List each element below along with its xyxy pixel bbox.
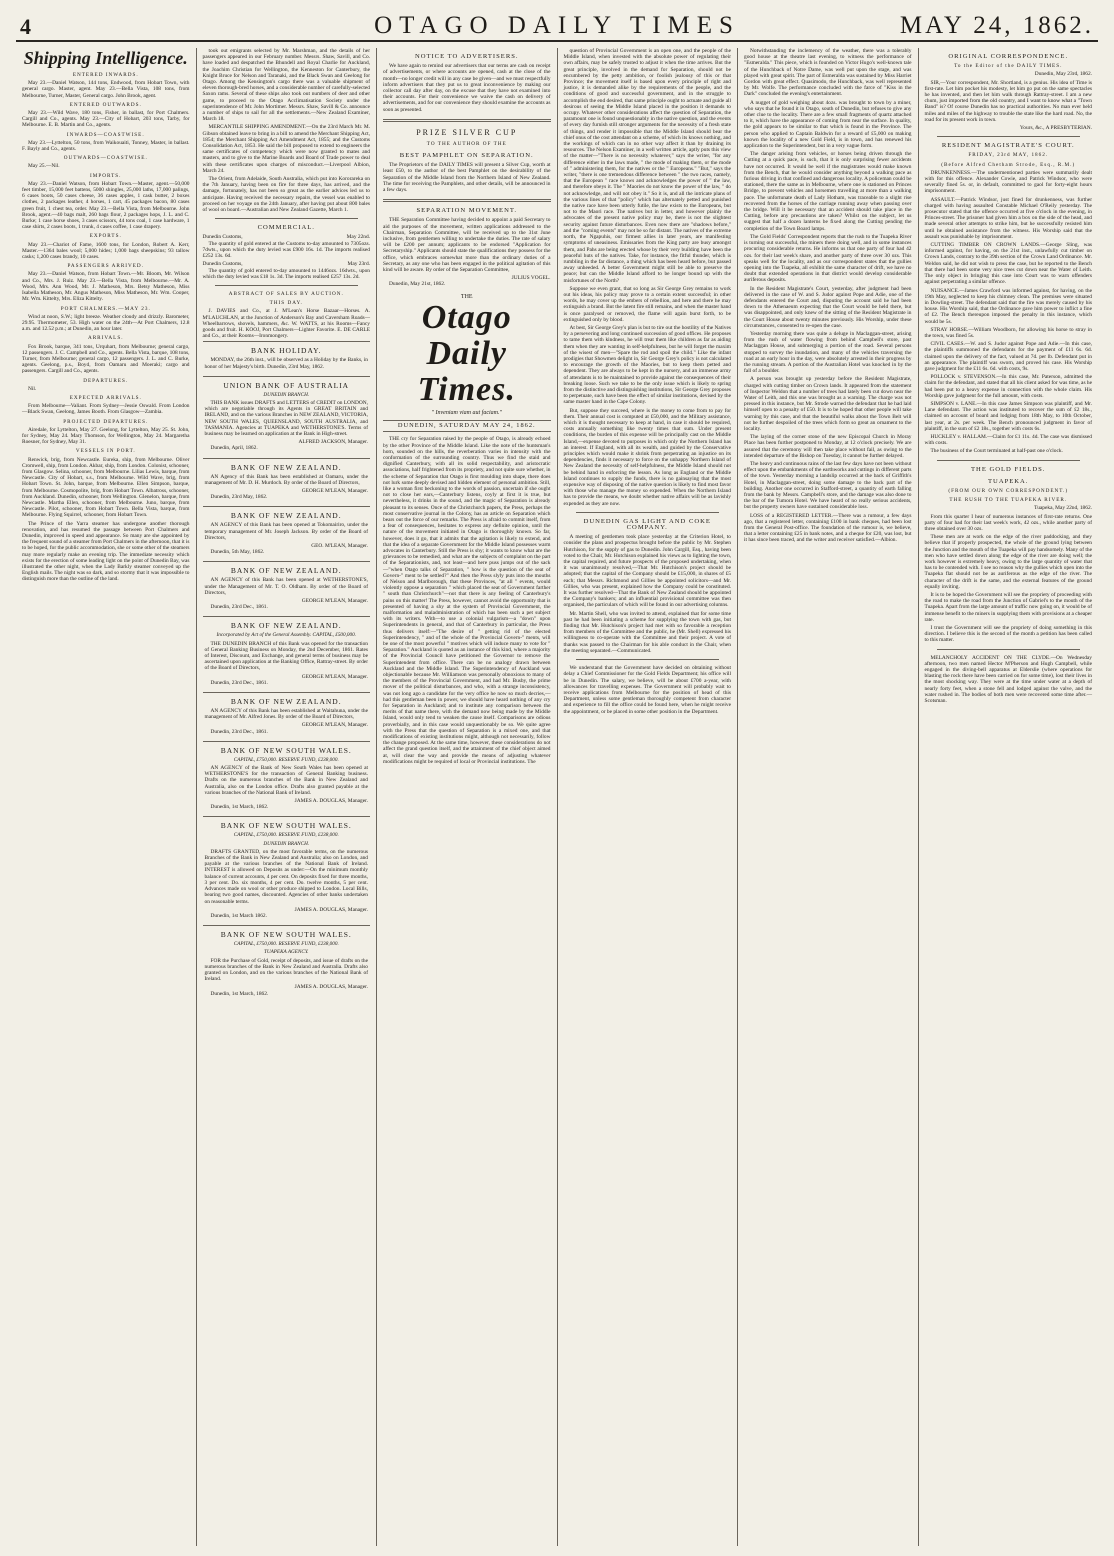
separation-heading: SEPARATION MOVEMENT.	[416, 207, 518, 215]
divider	[215, 285, 359, 286]
ad-heading: BANK OF NEW ZEALAND.	[230, 511, 342, 521]
ad-body: MONDAY, the 26th inst., will be observed as a Holiday by the Banks, in honor of her Majesty's birth. Dunedin, 23rd May, 1862.	[204, 357, 368, 370]
ad-heading: BANK HOLIDAY.	[250, 346, 322, 356]
paragraph: took out emigrants selected by Mr. Marshman, and the details of her passengers appeared in our February number. Messrs. Shaw, Savill, and Co. have loaded and despatched the Bhundell and Royal Charlie for Auckland, the Joachim Christian for Wellington, the Kenneston for Canterbury, the Knight Bruce for Nelson and Taranaki, and the Black Swan and Geelong for Otago. Among the Kensington's cargo there was a valuable shipment of eleven thorough-bred horses, and a considerable number of carefully-selected Saxon rams. Several of these ships also took out numbers of deer and other game, to proceed to the Otago Acclimatisation Society under the superintendence of Mr. John Mortimer. Messrs. Shaw, Savill & Co. announce a number of ships to sail for all the settlements.—New Zealand Examiner, March 18.	[202, 48, 370, 123]
ad-heading: BANK OF NEW ZEALAND.	[230, 697, 342, 707]
subhead: ENTERED OUTWARDS.	[69, 101, 142, 108]
advertisement	[203, 376, 371, 458]
court-heading: RESIDENT MAGISTRATE'S COURT.	[941, 142, 1075, 150]
ad-subheading: TUAPEKA AGENCY.	[263, 949, 309, 956]
customs-label: Dunedin Customs,	[202, 261, 243, 268]
paragraph: We have again to remind our advertisers that our terms are cash on receipt of advertisements, or where accounts are opened, cash at the close of the month—no longer credit will in any case be given—and we must respectfully inform advertisers that they put us to great inconvenience by making our collector call day after day, on the excuse that they have not examined into their accounts. For their convenience we waive the cash on delivery of advertisements, and for our convenience they should examine the accounts as soon as presented.	[383, 63, 551, 113]
paragraph: But, suppose they succeed, where is the money to come from to pay for them. Their annual cost is computed at £50,000, and the Military assistance, which it is thought necessary to keep at hand, in case it should be required, costs annually something like twenty times that sum. Under present conditions, the burden of this expense will be principally cast on the Middle Island,—expense devoted to purposes in which only the Northern Island has an interest. If England, with all its wealth, and guided by the Conservative principles which would make it shrink from perpetrating an injustice on its dependencies, finds it necessary to force on the unhappy Northern Island of New Zealand the necessity of self-helpfulness, the Middle Island should not be behind hand in enforcing the lesson. As long as England or the Middle Island continues to supply the funds, there is no gainsaying that the most expensive way of disposing of the native question is likely to find most favor with those who manage the money so expended. When the Northern Island has to provide the means, we doubt whether native affairs will be as lavishly expended as they are now.	[563, 407, 731, 507]
ad-signature: GEORGE M'LEAN, Manager.	[301, 598, 368, 604]
subhead: OUTWARDS—COASTWISE.	[63, 155, 148, 162]
paragraph: HUCKLEY v. HALLAM.—Claim for £1 11s. 4d. The case was dismissed with costs.	[924, 433, 1092, 447]
ad-body: AN Agency of this Bank has been established at Oamaru, under the management of Mr. D. H. Murdoch. By order of the Board of Directors,	[204, 473, 368, 486]
gas-heading: DUNEDIN GAS LIGHT AND COKE COMPANY.	[583, 517, 711, 532]
ad-date: Dunedin, April, 1862.	[210, 445, 258, 452]
ad-signature: GEORGE M'LEAN, Manager.	[301, 673, 368, 680]
ad-subheading: DUNEDIN BRANCH.	[263, 840, 310, 847]
paragraph: The Prince of the Yarra steamer has undergone another thorough renovation, and has resumed the passage between Port Chalmers and Dunedin, improved in speed and appearance. So many are she appointed by the frequent sound of a steamer from Port Chalmers in the afternoon, that it is to be hoped, for the public accommodation, she or some other of the steamers may more regularly make an evening trip. The immediate necessity which exists for the erection of some leading light on the point of Dunedin Bay, was illustrated the other night, when the Lady Barkly steamer conveyed up the English mails. The night was so dark, and so stormy that it was impossible to distinguish more than the outline of the land.	[22, 520, 190, 583]
divider	[576, 512, 720, 513]
paragraph: The quantity of gold entered to-day amounted to 1446ozs. 16dwts., upon which the duty levied was £18 1s. 3d. The imports realised £257 13s. 2d.	[202, 267, 370, 280]
ad-date: Dunedin, 1st March 1862.	[210, 912, 267, 919]
paragraph: From this quarter I hear of numerous instances of first-rate returns. One party of four had for their last week's work, 42 ozs., while another party of three obtained over 30 ozs.	[924, 513, 1092, 532]
paragraph: At best, Sir George Grey's plan is but to tire out the hostility of the Natives by a persevering and long continued succession of good offices. He proposes to tame them with kindness, he will treat them like children as far as aiding them when they are wanting in self-helpfulness, but he will forget the maxim of the wisest of men—"Spare the rod and spoil the child." Like the infant prodigies that Showmen delight in, Sir George Grey's policy is not calculated to encourage the growth of the Maories, but to keep them petted and dependent. They are always to be kept in the nursery, and an immense army of attendants is to be maintained to provide against the consequences of their breaking loose. Such we take to be the only issue which is likely to spring from the distinctive and distinguishing institutions, Sir George Grey proposes to perpetuate, such have been the effect of similar institutions, devised by the same master hand in the Cape Colony.	[563, 324, 731, 406]
divider	[383, 199, 551, 202]
ad-body: AN AGENCY of this Bank has been opened at WETHERSTONE'S, under the Management of Mr. T. O. Oldham. By order of the Board of Directors,	[204, 577, 368, 596]
paragraph: CIVIL CASES.—W. and S. Judor against Pope and Adie.—In this case, the plaintiffs summoned the defendants for the payment of £11 6s. 6d. claimed upon the delivery of the fact, valued at 7d. per lb. Defendant put in an appearance. The plaintiff was sworn, and proved his case. His Worship gave judgment for the £11 6s. 6d. with costs, 9s.	[924, 341, 1092, 372]
column-leader	[377, 48, 558, 1546]
column-court-goldfields	[919, 48, 1099, 1546]
paragraph: From Melbourne—Valiant. From Sydney—Jessie Oswald. From London—Black Swan, Geelong, James Booth. From Glasgow—Zambia.	[22, 403, 190, 416]
advertisement	[203, 741, 371, 817]
paragraph: Airedale, for Lyttelton, May 27. Geelong, for Lyttelton, May 25. St. John, for Sydney, May 24. Mary Thomson, for Wellington, May 24. Margaretha Roesner, for Sydney, May 31.	[22, 426, 190, 446]
paragraph: SIR,—Your correspondent, Mr. Shortland, is a genius. His idea of Time is first-rate. Let him pocket his modesty, let him go put on the same spectacles he has invented, and then let him walk through Rattray-street. I am a new chum, just imported from the old country, and I want to know what a "Town Band" is? Of course Dunedin has no practical authorities. No man ever held miles and miles of the highway to trouble the state like the hard road. No, the road for its present work in town.	[924, 79, 1092, 123]
column-local-news	[738, 48, 919, 1546]
paragraph: A nugget of gold weighing about 4ozs. was brought to town by a miner, who says that he found it in Otago, south of Dunedin, but refuses to give any other clue to the locality. There are a few small fragments of quartz attached to it, which have the appearance of coming from near the surface. In quality, the gold appears to be similar to that which is found in the Province. The person who applied to Captain Baldwin for a reward of £5,000 on making known the locality of a new Gold Field, is in town, and has renewed his application to the Superintendent, but in a very vague form.	[744, 99, 912, 150]
subhead: EXPORTS.	[89, 233, 122, 240]
subhead: INWARDS—COASTWISE.	[66, 131, 145, 138]
ad-heading: BANK OF NEW ZEALAND.	[230, 566, 342, 576]
paragraph: MERCANTILE SHIPPING AMENDMENT.—On the 23rd March Mr. M. Gibson obtained leave to bring in a bill to amend the Merchant Shipping Act, 1854; the Merchant Shipping Act Amendment Act, 1855; and the Customs Consolidation Act, 1853. He said the bill proposed to extend to engineers the same certificates of competency which were now granted to mates and masters, and to give to the Marine Boards and Board of Trade power to deal with these certificates upon charges of misconduct.—Liverpool Albion, March 24.	[202, 124, 370, 174]
issue-date: MAY 24, 1862.	[899, 12, 1094, 39]
ad-date: Dunedin, 1st March, 1862.	[210, 990, 269, 997]
ad-date: Dunedin, 23rd May, 1862.	[210, 494, 268, 501]
ad-heading: UNION BANK OF AUSTRALIA	[223, 380, 350, 390]
paragraph: The Gold Fields' Correspondent reports that the rush to the Tuapeka River is turning out successful, the miners there doing well, and in some instances procuring considerable returns. He informs us that one party of four had 42 ozs. for their last week's share, and another party of three over 30 ozs. This speaks well for the locality, and as our correspondent states that the gullies opening into the Tuapeka, all exhibit the same character of drift, we have no doubt that extended operations in that district would develop considerable auriferous deposits.	[744, 233, 912, 284]
divider	[937, 136, 1081, 137]
ad-heading: BANK OF NEW SOUTH WALES.	[220, 821, 352, 831]
sales-subheading: THIS DAY.	[269, 300, 303, 307]
subhead: PASSENGERS ARRIVED.	[67, 263, 144, 270]
paragraph: POLLOCK v. STEVENSON.—In this case, Mr. Paterson, admitted the claim for the defendant, and stated that all his client asked for was time, as he had been put to a heavy expense in connection with the whole claim. His Worship gave judgment for the full amount, with costs.	[924, 374, 1092, 399]
dateline: Dunedin, May 21st, 1862.	[389, 281, 446, 288]
goldfields-subheading: TUAPEKA.	[988, 477, 1029, 485]
nameplate-pre: THE	[460, 293, 473, 300]
ad-date: Dunedin, 1st March, 1862.	[210, 804, 269, 811]
paragraph: LOSS of a REGISTERED LETTER.—There was a rumour, a few days ago, that a registered letter, containing £100 in bank cheques, had been lost from the General Post-office. The foundation of the rumour is, we believe, that a letter containing £25 in bank notes, and a cheque for £20, was lost, but it has since been traced, and the writer and receiver satisfied.—Albion.	[744, 512, 912, 544]
signature: JULIUS VOGEL.	[511, 275, 551, 282]
paragraph: The business of the Court terminated at half-past one o'clock.	[930, 448, 1063, 455]
masthead	[16, 12, 1098, 42]
divider	[937, 460, 1081, 461]
paragraph: Wind at noon, S.W.; light breeze. Weather cloudy and drizzly. Barometer, 29.95. Thermometer, 53. High water on the 24th—At Port Chalmers, 12.8 a.m. and 12.52 p.m.; at Dunedin, an hour later.	[22, 313, 190, 333]
paragraph: The Proprietors of the DAILY TIMES will present a Silver Cup, worth at least £50, to the author of the best Pamphlet on the desirability of the Separation of the Middle Island from the Northern Island of New Zealand. The time for receiving the Pamphlets, and other details, will be announced in a few days.	[383, 162, 551, 194]
paragraph: We understand that the Government have decided on obtaining without delay a Chief Commissioner for the Gold Fields Department; his office will be in Dunedin. The salary, we believe, will be about £700 a-year, with allowances for travelling expenses. The Government will probably wait to receive applications from Melbourne for the position of head of this Department, unless some gentleman thoroughly competent from character and experience to fill the office could be found here, when he might receive the appointment, or be placed in some other position in the Department.	[563, 665, 731, 715]
paragraph: Notwithstanding the inclemency of the weather, there was a tolerably good house at the theatre last evening, to witness the performance of "Esmeralda." This piece, which is founded on Victor Hugo's well-known tale of the Hunchback of Notre Dame, was well put upon the stage, and was played with great spirit. The part of Esmeralda was sustained by Miss Harriet Gordon with great effect. Quasimodo, the Hunchback, was well represented by Mr. Wolfe. The performance concluded with the farce of "Kiss in the Dark" concluded the evening's entertainment.	[744, 48, 912, 98]
paper-title: OTAGO DAILY TIMES	[374, 12, 740, 39]
ad-signature: JAMES A. DOUGLAS, Manager.	[294, 906, 368, 913]
ad-signature: GEO. M'LEAN, Manager.	[311, 542, 368, 549]
paragraph: CUTTING TIMBER ON CROWN LANDS.—George Sling, was informed against, for having, on the 21st inst., unlawfully cut timber on Crown Lands, contrary to the 39th section of the Crown Land Ordinance. Mr. Weldon said, he did not wish to press the case, but he reported to the Bench that there had been some very nice trees cut down near the Water of Leith. The only object in bringing this case into Court was to warn offenders against perpetrating a similar offence.	[924, 242, 1092, 286]
paragraph: These men are at work on the edge of the river paddocking, and they believe that if properly prospected, the whole of the ground lying between the Junction and the mouth of the Tuapeka will pay handsomely. Many of the men who have settled down along the edge of the river are doing well; the work however is extremely heavy, owing to the large quantity of water that has to be contended with. I see no reason why the gullies which open into the Tuapeka flat should not be as auriferous as the edge of the river. The character of the drift is the same, and the external features of the ground equally inviting.	[924, 534, 1092, 590]
paragraph: I trust the Government will see the propriety of doing something in this direction. I believe this is the second of the month a petition has been called to this matter.	[924, 625, 1092, 644]
paragraph: The Orient, from Adelaide, South Australia, which put into Kororareka on the 7th January, having been on fire for three days, has arrived, and the damage, fortunately, has not been so great as the earlier advices led us to anticipate. Having received the necessary repairs, the vessel was enabled to proceed on her voyage on the 24th January, after having put about 800 bales of wool on board.—Australian and New Zealand Gazette, March 1.	[202, 176, 370, 214]
ad-heading: BANK OF NEW SOUTH WALES.	[220, 930, 352, 940]
paragraph: The heavy and continuous rains of the last few days have not been without effect upon the embankments of the earthworks and cuttings in different parts of the town. Yesterday morning a landslip occurred at the back of Griffith's Hotel, in Maclaggan-street, doing some damage to the back part of the building. Another one occurred in Stafford-street, a quantity of earth falling from the bank by Messrs. Campbell's store, and the damage was also done to the bar of the Tumora Hotel. We have heard of no really serious accidents, but the property owners have sustained considerable loss.	[744, 461, 912, 511]
ad-body: AN AGENCY of this Bank has been opened at Tokomairiro, under the temporary management of Mr. Joseph Jackson. By order of the Board of Directors,	[204, 522, 368, 541]
paragraph: May 23.—Daniel Watson, 144 tons, Endwood, from Hobart Town, with general cargo. Master, agent. May 23.—Bella Vista, 108 tons, from Melbourne, Turner, Master, General cargo. John Brook, agent.	[22, 80, 190, 99]
paragraph: Yesterday morning there was quite a deluge in Maclaggan-street, arising from the rush of water flowing from behind Campbell's store, past Maclaggan House, and submerging a portion of the road. Several persons stopped to survey the inundation, and many of the vehicles traversing the road at an early hour in the day, were absolutely arrested in their progress by the running stream. A portion of the Australian Hotel was knocked in by the fall of a boulder.	[744, 330, 912, 375]
ad-signature: GEORGE M'LEAN, Manager.	[301, 487, 368, 494]
paragraph: Fox Brook, barque, 341 tons, Urquhart, from Melbourne; general cargo, 12 passengers. J. C. Campbell and Co., agents. Bella Vista, barque, 108 tons, Turner, from Melbourne; general cargo, 12 passengers. J. L. and C. Burke, agents. Geelong, p.s., Boyd, from Oamaru and Moeraki; cargo and passengers. Cargill and Co., agents.	[22, 343, 190, 375]
paragraph: May 25.—Nil.	[28, 163, 60, 170]
subhead: VESSELS IN PORT.	[75, 448, 136, 455]
dateline: Dunedin, May 23rd, 1862.	[1034, 71, 1092, 78]
subhead: ARRIVALS.	[87, 335, 124, 342]
ad-signature: GEORGE M'LEAN, Manager.	[301, 722, 368, 729]
subhead: ENTERED INWARDS.	[72, 72, 139, 78]
dateline: Tuapeka, May 22nd, 1862.	[1034, 505, 1092, 512]
paragraph: The laying of the corner stone of the new Episcopal Church in Moray Place has been further postponed to Monday, at 12 o'clock precisely. We are assured that the ceremony will then take place without fail, as owing to the intended departure of the Bishop on Tuesday, it cannot be further delayed.	[744, 434, 912, 459]
customs-date: May 23rd.	[347, 261, 370, 268]
paragraph: THE Separation Committee having decided to appoint a paid Secretary to aid the purposes of the movement, written applications addressed to the Chairman, Separation Committee, will be received up to the 31st June inclusive, from gentlemen willing to undertake the duties. The rate of salary will be £200 per annum; applicants to be endorsed "Application for Secretaryship." Applicants should state the qualifications they possess for the office, which embraces somewhat more than the ordinary duties of a Secretary, as any one who has been engaged in the political agitation of this kind will be aware. By order of the Separation Committee,	[383, 217, 551, 274]
column-commercial	[197, 48, 378, 1546]
divider	[383, 119, 551, 122]
correspondence-subheading: To the Editor of the DAILY TIMES.	[954, 63, 1063, 70]
ad-signature: JAMES A. DOUGLAS, Manager.	[294, 798, 368, 805]
motto: " Inveniam viam aut faciam."	[431, 409, 503, 416]
ad-subheading: CAPITAL, £750,000. RESERVE FUND, £238,000.	[233, 832, 339, 839]
advertisement	[203, 341, 371, 375]
ad-body: THIS BANK issues DRAFTS and LETTERS of CREDIT on LONDON, which are negotiable through its Agents in GREAT BRITAIN and IRELAND, and on the various Branches in NEW ZEALAND, VICTORIA, NEW SOUTH WALES, QUEENSLAND, SOUTH AUSTRALIA, and TASMANIA. Agencies at TUAPEKA and WETHERSTONE'S. Terms of business may be learned on application at the Bank in High-street.	[204, 399, 368, 437]
advertisement	[203, 458, 371, 507]
columns	[16, 48, 1098, 1546]
ad-date: Dunedin, 5th May, 1862.	[210, 549, 265, 556]
ad-body: THE DUNEDIN BRANCH of this Bank was opened for the transaction of General Banking Business on Monday, the 2nd December, 1861. Rates of Interest, Discount, and Exchange, and general terms of business may be ascertained upon application at the Banking Office, Rattray-street. By order of the Board of Directors,	[204, 640, 368, 672]
paragraph: Mr. Martin Shell, who was invited to attend, explained that for some time past he had been initiating a scheme for supplying the town with gas, but finding that Mr. Hutchison's project had met with so favorable a reception from members of the Committee and the public, he (Mr. Shell) expressed his willingness to co-operate with the Committee and their project. A vote of thanks was passed to the Chairman for his able conduct in the Chair, when the meeting separated.—Communicated.	[563, 610, 731, 654]
nameplate-title: Otago Daily Times.	[417, 298, 516, 408]
paragraph: May 23.—Daniel Watson, from Hobart Town.—Mr. Bloom, Mr. Wilson and Co., Mrs. J. Ruiz. May 23.—Bella Vista, from Melbourne.—Mr. A. Wood, Mrs. Ann Wood, Mr. J. Matheson, Mrs. Betsy Matheson, Miss Isabella Matheson, Mr. Angus Matheson, Miss Matheson, Mr. Wm. Cooper, Mr. Wm. Kittelty, Mrs. Eliza Kittelty.	[22, 271, 190, 303]
advertisement	[203, 692, 371, 741]
paragraph: question of Provincial Government is an open one, and the people of the Middle Island, when invested with the absolute power of regulating their own affairs, may be safely trusted to adjust it when the time arrives. But the great principle, involved in the demand for Separation, should not be encumbered by the petty ambition, or foolish jealousy of this or that Province; the movement itself is based upon every principle of right and justice, it is demanded alike by the requirements of the people, and the conditions of good and successful government, and in the struggle to accomplish the end desired, that same principle ought to actuate and guide all desirous of seeing the Middle Island placed in the position it demands to occupy. Whatever other considerations affect the question of Separation, the paramount one is found unquestionably in the native question, and the events of every day furnish still stronger arguments for the necessity of a fresh state of things, and render it impossible that the Middle Island should bear the chief onus of the cost attendant on a scheme, of which its knows nothing, and the workings of which can in no other way affect it than by draining its resources. The Nelson Examiner, in a well written article, aptly puts this view of the matter—"There is no necessity whatever," says the writer, "for any difference either in the laws made, " the mode of making them, or the mode of " administering them, for the natives or the " Europeans." "But," says the writer, "there is one tremendous difference between " the two races, namely, that the European " race knows and acknowledges the power of " the law, and therefore obeys it. The " Maories do not know the power of the law, " do not acknowledge, and will not obey it." So it is, and all the intricate plans of the various lines of that "policy" which has alternately petted and punished the native race have been utterly futile, the law exists to the Europeans, but not to the Maori race. The natives but in letter, and however plainly the advocates of the present native policy may be, there is not the slightest security against future disturbances. Even now there are "shadows before," and the "coming events" may not be so far distant. The natives of the extreme north, the Ngapuhis, our firmest allies in later years, are manifesting symptoms of uneasiness. Emissaries from the King party are busy amongst them, and Pahs are being erected whose by their very building have been the peaceful huts of the natives. Take, for instance, the fitful thunder, which is rumbling in the far distance, a thing which has been heard before, but passed away unheeded. A better Government might still be able to preserve the peace; but can the Middle Island afford to be longer bound up with the misfortunes of the North?	[563, 48, 731, 284]
paragraph: May 23.—Daniel Watson, from Hobart Town.—Master, agent.—50,000 feet timber, 15,000 feet battens, 5000 shingles, 25,000 laths, 17,000 palings, 6 cases boots, 50 cases cheese, 36 cases apples, 1 cask butter, 2 boxes clothes, 2 packages leather, 4 horses, 1 cart, 45 packages bacon, 80 cases green fruit, 1 chest tea, order. May 23.—Bella Vista, from Melbourne. John Brook, agent.—40 bags malt, 260 bags flour, 2 packages hops, J. L. and C. Burke; 1 case horse shoes, 3 cases scissors, 44 tons coal, 1 case hardware, 1 case shirts, 2 cases boots, 1 trunk, 4 cases coffee, 1 case drapery.	[22, 180, 190, 231]
column-leader-continued	[558, 48, 739, 1546]
paragraph: The danger arising from vehicles, or horses being driven through the Cutting at a quick pace, is such, that it is only surprising fewer accidents have not occurred. It would be well if the magistrates would make known from the Bench, that he would consider anything beyond a walking pace as furious driving in that confined and dangerous locality. A policeman could be stationed, there the same as in Melbourne, where one is stationed on Princes Bridge, to prevent vehicles and horsemen travelling at more than a walking pace. The unfortunate death of Lady Hotham, was traceable to a slight rise recovered from the horses of the carriage running away when passing over the bridge. Will it be necessary that an accident should take place in the Cutting, before any precautions are taken? Whilst on the subject, let us suggest that half a dozen lanterns be fixed along the Cutting pending the completion of the Town Board lamps.	[744, 151, 912, 232]
signature: Yours, &c., A PRESBYTERIAN.	[1019, 125, 1092, 132]
customs-date: May 22nd.	[346, 234, 370, 241]
issue-dateline: DUNEDIN, SATURDAY MAY 24, 1862.	[383, 420, 551, 432]
ad-subheading: Incorporated by Act of the General Assembly. CAPITAL, £500,000.	[216, 632, 356, 639]
paragraph: SIMPSON v. LANE.—In this case James Simpson was plaintiff, and Mr. Lane defendant. The action was instituted to recover the sum of £2 18s., claimed on account of board and lodging from 18th May, to 10th October, last year, at 2s. per week. The Bench pronounced judgment in favor of plaintiff, in the sum of £2 18s., together with costs 6s.	[924, 400, 1092, 432]
paragraph: In the Resident Magistrate's Court, yesterday, after judgment had been delivered in the case of W. and S. Judor against Pope and Adie, one of the defendants entered the Court and, disputing the account said he had been down to the Athenaeum expecting that the Court would be held there, but was disappointed, and only knew of the sitting of the Resident Magistrate in the Court House about twenty minutes previously. His Worship, under these circumstances, consented to re-open the case.	[744, 285, 912, 329]
paragraph: J. DAVIES and Co., at J. M'Lean's Horse Bazaar—Horses. A. M'LAUCHLAN, at the Junction of Anderson's Bay and Caversham Roads—Wheelbarrows, shovels, hammers, &c. W. WATTS, at his Rooms—Fancy goods and fruit. H. KOOJ, Port Chalmers—Lighter Favorite. E. DE CARLE and Co., at their Rooms—Ironmongery.	[202, 308, 370, 340]
paragraph: DRUNKENNESS.—The undermentioned parties were summarily dealt with for this offence. Alexander Cowie, and Patrick Windsor, who were severally fined 5s. or, in default, committed to gaol for forty-eight hours imprisonment.	[924, 169, 1092, 195]
customs-label: Dunedin Customs,	[202, 234, 243, 241]
ad-date: Dunedin, 23rd Dec., 1861.	[210, 728, 268, 735]
notice-heading: NOTICE TO ADVERTISERS.	[414, 53, 519, 60]
divider	[576, 659, 720, 660]
advertisement	[203, 925, 371, 1003]
paragraph: ASSAULT.—Patrick Windsor, just fined for drunkenness, was further charged with having assaulted Constable Michael O'Reily yesterday. The prosecutor stated that the offence occurred at five o'clock in the evening, in Princes-street. The prisoner had given him a box on the side of the head, and made several other attempts to strike him, but he successfully resisted him until he obtained assistance from the witness. His Worship said that the assault was punishable by imprisonment.	[924, 196, 1092, 240]
subhead: EXPECTED ARRIVALS.	[69, 394, 142, 401]
prize-subheading: TO THE AUTHOR OF THE	[426, 140, 507, 147]
page-number: 4	[20, 14, 31, 39]
paragraph: May 23.—Lyttelton, 50 tons, from Waikouaiti, Tonney, Master, in ballast. F. Bayly and Co., agents.	[22, 139, 190, 153]
ad-date: Dunedin, 23rd Dec., 1861.	[210, 679, 268, 686]
goldfields-heading: THE GOLD FIELDS.	[971, 465, 1046, 473]
ad-body: FOR the Purchase of Gold, receipt of deposits, and issue of drafts on the numerous branches of the Bank in New Zealand and Australia. Drafts also granted on London, and on the various branches of the National Bank of Ireland.	[204, 957, 368, 983]
paragraph: Renwick, brig, from Newcastle. Eureka, ship, from Melbourne. Oliver Cromwell, ship, from London. Akbar, ship, from London. Colonist, schooner, from Glasgow. Selina, schooner, from Melbourne. Lilias Lewis, barque, from Newcastle. City of Hobart, s.s., from Melbourne. Wild Wave, brig, from Hobart Town. St. John, barque, from Melbourne. Ellen Simpson, barque, from Melbourne. Cosmopolite, brig, from Hobart Town. Albatross, schooner, from Auckland. Dunedin, schooner, from Wellington. Glenelon, barque, from Newcastle. Martha Ellen, schooner, from Melbourne. Juno, barque, from Newcastle. Pilot, schooner, from Hobart Town. Bella Vista, barque, from Melbourne. Flying Squirrel, schooner, from Hobart Town.	[22, 456, 190, 519]
divider	[937, 649, 1081, 650]
advertisement	[203, 616, 371, 692]
ad-body: AN AGENCY of this Bank has been established at Waitahuna, under the management of Mr. Alfred Jones. By order of the Board of Directors,	[204, 708, 368, 721]
goldfields-subheading-2: THE RUSH TO THE TUAPEKA RIVER.	[949, 497, 1068, 504]
subhead: DEPARTURES.	[83, 377, 129, 384]
paragraph: The quantity of gold entered at the Customs to-day amounted to 7305ozs. 7dwts., upon which the duty levied was £900 16s. 1d. The imports realised £252 13s. 6d.	[202, 240, 370, 260]
ad-subheading: CAPITAL, £750,000. RESERVE FUND, £238,000.	[233, 756, 339, 763]
goldfields-byline: (FROM OUR OWN CORRESPONDENT.)	[948, 487, 1069, 494]
subhead: PROJECTED DEPARTURES.	[63, 418, 149, 425]
paragraph: STRAY HORSE.—William Woodborn, for allowing his horse to stray in the town, was fined 5s.	[924, 326, 1092, 339]
correspondence-heading: ORIGINAL CORRESPONDENCE.	[948, 53, 1069, 60]
paragraph: A person was brought up yesterday before the Resident Magistrate, charged with cutting timber on Crown lands. It appeared from the statement of Inspector Weldon that a number of trees had lately been cut down near the Water of Leith, and this one was brought as a warning. The charge was not pressed in this instance, but Mr. Strode warned the defendant that he had laid himself open to a penalty of £50. It is to be hoped that other people will take warning by this case, and that the beautiful walks about the Town Belt will not be further despoiled of the trees which form so great an ornament to the locality.	[744, 376, 912, 432]
ad-heading: BANK OF NEW SOUTH WALES.	[220, 745, 352, 755]
advertisement	[203, 561, 371, 616]
ad-body: AN AGENCY of the Bank of New South Wales has been opened at WETHERSTONE'S for the transaction of General Banking business. Drafts on the numerous branches of the Bank in New Zealand and Australia, also on the London office. Drafts also granted payable at the various branches of the National Bank of Ireland.	[204, 765, 368, 796]
sales-heading: ABSTRACT OF SALES BY AUCTION.	[228, 290, 344, 297]
divider	[215, 218, 359, 219]
commercial-heading: COMMERCIAL.	[257, 224, 315, 232]
paragraph: May 23.—Wild Wave, 180 tons, Fisher, in ballast, for Port Chalmers. Cargill and Co., agents. May 23.—City of Hobart, 203 tons, Tarby, for Melbourne. E. B. Martin and Co., agents.	[22, 110, 190, 129]
advertisement	[203, 506, 371, 561]
leader-article: THE cry for Separation raised by the people of Otago, is already echoed by the other Province of the Middle Island. Like the note of the huntsman's horn, sounded on the hills, the reverberation varies in intensity with the conformation of the surrounding country. Thus we find the staid and dignified Canterbury, with all its solid respectability, and aristocratic associations, half frightened from its propriety, and not quite sure whether, in the scheme of Separation that Otago is first moulding into shape, there does not lurk some deeply devised and hidden element of personal ambition. Still, like a woman first beckoning to the words of passion, uncertain if she ought not to close her ears,—Canterbury listens, coyly at first it is true, but nevertheless, it drinks in the sound, and the magic of Separation is already pleasant to its senses. Once of the Christchurch papers, the Press, perhaps the most conservative journal in the Colony, has an article on Separation which bears out the force of our remarks. The Press is afraid to commit itself, from a fear of consequences, hesitates to express any definite opinion, until the nature of the movement initiated in Otago is thoroughly known. So far, however, does it go, that it admits that the agitation is likely to extend, and that the idea of a separate Government for the Middle Island possesses warm advocates in Canterbury. Still the Press is shy; it wants to know what are the grievances to be remedied, and what are the subjects of complaint on the part of the Separationists, and, not least—and here puss jumps out of the sack—"when Otago talks of Separation, " how is the question of the seat of Govern-" ment to be settled?" And then the Press slyly puts into the mouths of Nelson and Marlborough, that these Provinces, "at all " events, would violently oppose a separation " which placed the seat of Government farther " south than Christchurch"—not that there is any feeling of Canterbury's pains on this matter! The Press, however, cannot avoid the opportunity that is presented of having a shy at the system of Provincial Government, the malformation and maladministration of which has been such a pet subject with its writers. With—to use a colonial vulgarism—a "down" upon Superintendents in general, and that of Canterbury in particular, the Press thus delivers itself:—"The desire of " getting rid of the elected Superintendency, " and of the whole of the Provincial Govern-" ments, will be one of the most powerful " motives which will induce many to vote for " Separation." Auckland is quoted as an instance of this kind, where a majority of the Provincial Council have petitioned the Governor to remove the Superintendent from office. There can be no analogy drawn between Auckland and the Middle Island. The Superintendency of Auckland was objectionable because Mr. Williamson was personally obnoxious to many of the members of the Provincial Government, and had Mr. Busby, the prime mover of the political disturbances, and who, with a strange inconsistency, was not long ago a candidate for the very office he now so much decries,—had this gentleman been in power, we should have heard nothing of any cry for Separation in Auckland; and to institute any comparison between the merits of that name there, with the demand now being made by the Middle Island, would only tend to weaken the cause itself. Comparisons are odious proverbially, and in this case would unquestionably be so. We quite agree with the Press that the question of Separation is a mixed one, and that modifications of existing institutions might, although not necessarily, follow the change proposed. At the same time, however, these considerations do not affect the grand question itself, and the attainment of the chief object aimed at, will clear the way and provide the means of adjusting whatever modifications might be required of local or Provincial institutions. The	[383, 436, 551, 765]
prize-heading-2: BEST PAMPHLET ON SEPARATION.	[399, 152, 534, 160]
ad-date: Dunedin, 23rd Dec., 1861.	[210, 604, 268, 611]
nameplate	[383, 294, 551, 433]
prize-heading: PRIZE SILVER CUP	[416, 127, 518, 137]
paragraph: NUISANCE.—James Crawford was informed against, for having, on the 19th May, neglected to keep his chimney clean. The premises were situated in Dowling-street. The defendant said that the fire was merely caused by his house. His Worship said, that the Ordinance gave him power to inflict a fine of £2. The Bench thereupon imposed the penalty in this instance, which would be 5s.	[924, 287, 1092, 325]
advertisement	[203, 816, 371, 925]
paragraph: MELANCHOLY ACCIDENT ON THE CLYDE.—On Wednesday afternoon, two men named Hector M'Pherson and Hugh Campbell, while engaged in the diving-bell apparatus at Elderslie (where operations for blasting the rock there have been carried on for some time), lost their lives in the most shocking way. They were at the time under water at a depth of nearly forty feet, when a stone fell and lodged against the valve, and the water rushed in. The bodies of both men were recovered some time after.—Scotsman.	[924, 654, 1092, 705]
ad-subheading: CAPITAL, £750,000. RESERVE FUND, £238,000.	[233, 941, 339, 948]
column-shipping	[16, 48, 197, 1546]
subhead: IMPORTS.	[90, 172, 122, 179]
ad-signature: ALFRED JACKSON, Manager.	[298, 439, 368, 446]
paragraph: A meeting of gentlemen took place yesterday at the Criterion Hotel, to consider the plans and prospectus brought before the public by Mr. Stephen Hutchison, for the supply of gas to Dunedin. John Cargill, Esq., having been voted to the Chair, Mr. Hutchison explained his views as to lighting the town, the capital required, and future prospects of the proposed undertaking, when it was unanimously resolved,—That Mr. Hutchison's project should be adopted; that the capital of the Company should be £15,000, in shares of £5 each; that Messrs. Richmond and Gillies be appointed solicitors—and Mr. Gillies, who was present, explained how the Company could be constituted. It was further resolved—That the Bank of New Zealand should be appointed the Company's bankers; and an influential provisional committee was then organised, the particulars of which will be found in our advertising columns.	[563, 534, 731, 609]
paragraph: It is to be hoped the Government will see the propriety of proceeding with the road to make the road from the Junction of Gabriel's to the mouth of the Tuapeka. Apart from the large amount of traffic now going on, it would be of immense benefit to the miners in supplying them with provisions at a cheaper rate.	[924, 592, 1092, 623]
section-title: Shipping Intelligence.	[23, 48, 188, 68]
ad-heading: BANK OF NEW ZEALAND.	[230, 621, 342, 631]
subhead: PORT CHALMERS.—MAY 23.	[60, 305, 151, 312]
ad-body: DRAFTS GRANTED, on the most favorable terms, on the numerous Branches of the Bank in New Zealand and Australia; also on London, and payable at the various branches of the National Bank of Ireland. INTEREST is allowed on Deposits as under:—On the minimum monthly balance of current accounts, 4 per cent. On deposits fixed for three months, 3 per cent. Do. six months, 4 per cent. Do. twelve months, 5 per cent. Advances made on wool or other produce shipped to London. Local Bills, bearing two good names, discounted. Agencies of other banks undertaken on reasonable terms.	[204, 848, 368, 905]
paragraph: Nil.	[28, 385, 37, 392]
ad-signature: JAMES A. DOUGLAS, Manager.	[294, 984, 368, 991]
paragraph: Suppose we even grant, that so long as Sir George Grey remains to work out his ideas, his policy may prove to a certain extent successful; in other words, he may cover up the embers of rebellion, and here and there he may extinguish a brand. But the latent fire still remains, and when the master hand is once paralysed or removed, the flame will again burst forth, to be extinguished only by blood.	[563, 285, 731, 323]
court-subheading: (Before Alfred Chetham Strode, Esq., R.M.)	[941, 161, 1076, 168]
ad-subheading: DUNEDIN BRANCH.	[263, 391, 310, 398]
ad-heading: BANK OF NEW ZEALAND.	[230, 462, 342, 472]
court-date: FRIDAY, 23rd MAY, 1862.	[968, 152, 1049, 159]
paragraph: May 23.—Chariot of Fame, 1600 tons, for London, Robert A. Kerr, Master.—1364 bales wool; 5,000 hides; 1,000 bags sheepskins; 93 tallow casks; 1,200 cases brandy, 10 cases.	[22, 241, 190, 261]
